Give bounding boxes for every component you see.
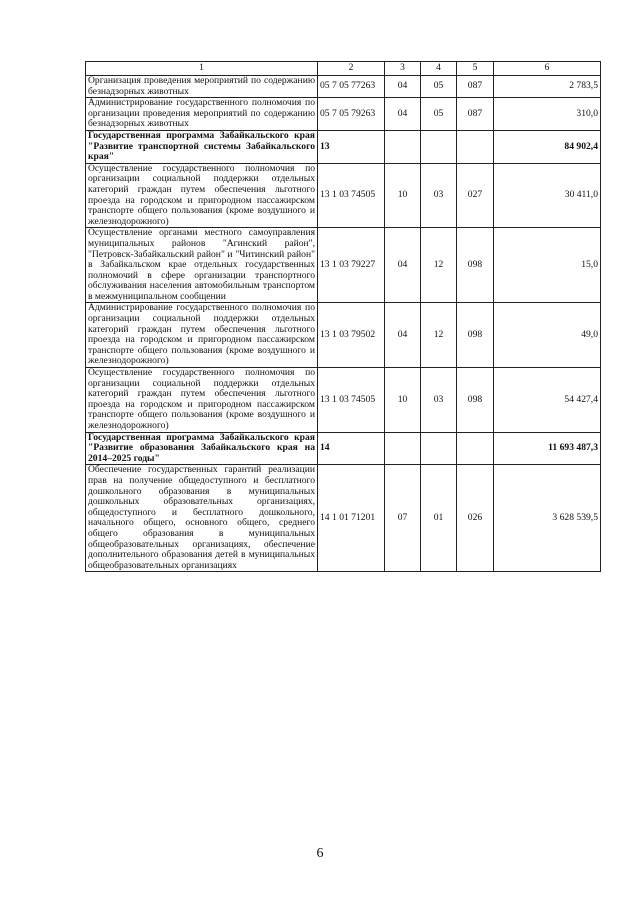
row-section-cell <box>385 130 421 163</box>
row-type-cell: 087 <box>457 76 494 98</box>
column-header: 2 <box>318 62 385 76</box>
row-type-cell: 098 <box>457 228 494 303</box>
row-sum-cell: 49,0 <box>494 303 601 368</box>
row-sum-cell: 2 783,5 <box>494 76 601 98</box>
table-row <box>86 465 601 572</box>
row-code-cell: 05 7 05 77263 <box>318 76 385 98</box>
row-name-cell: Государственная программа Забайкальского края "Развитие транспортной системы Забайкальского края" <box>86 130 318 163</box>
row-name-cell: Обеспечение государственных гарантий реализации прав на получение общедоступного и бесплатного дошкольного образования в муниципальных дошкольных образовательных организациях, общедоступного и бесплатного дошкольного, начального общего, основного общего, среднего общего образования в муниципальных общеобразовательных организациях, обеспечение дополнительного образования детей в муниципальных общеобразовательных организациях <box>86 465 318 572</box>
table-header-row <box>86 62 601 76</box>
column-header: 5 <box>457 62 494 76</box>
row-code-cell: 13 1 03 74505 <box>318 163 385 228</box>
row-code-cell: 14 1 01 71201 <box>318 465 385 572</box>
row-sum-cell: 11 693 487,3 <box>494 432 601 465</box>
row-name-cell: Осуществление государственного полномочия по организации социальной поддержки отдельных категорий граждан путем обеспечения льготного проезда на городском и пригородном пассажирском транспорте общего пользования (кроме воздушного и железнодорожного) <box>86 368 318 433</box>
column-header: 3 <box>385 62 421 76</box>
row-subsection-cell: 01 <box>421 465 457 572</box>
row-section-cell: 10 <box>385 163 421 228</box>
row-subsection-cell: 03 <box>421 368 457 433</box>
table-row <box>86 76 601 98</box>
table-row <box>86 163 601 228</box>
row-subsection-cell: 12 <box>421 303 457 368</box>
row-section-cell: 04 <box>385 98 421 131</box>
column-header: 6 <box>494 62 601 76</box>
table-row <box>86 98 601 131</box>
row-sum-cell: 310,0 <box>494 98 601 131</box>
row-type-cell: 027 <box>457 163 494 228</box>
table-row <box>86 130 601 163</box>
row-subsection-cell <box>421 432 457 465</box>
row-type-cell: 098 <box>457 303 494 368</box>
row-code-cell: 14 <box>318 432 385 465</box>
row-code-cell: 13 1 03 79227 <box>318 228 385 303</box>
row-name-cell: Государственная программа Забайкальского края "Развитие образования Забайкальского края на 2014–2025 годы" <box>86 432 318 465</box>
table-row <box>86 228 601 303</box>
row-section-cell: 04 <box>385 303 421 368</box>
row-type-cell <box>457 130 494 163</box>
row-sum-cell: 30 411,0 <box>494 163 601 228</box>
row-code-cell: 05 7 05 79263 <box>318 98 385 131</box>
row-name-cell: Администрирование государственного полномочия по организации социальной поддержки отдельных категорий граждан путем обеспечения льготного проезда на городском и пригородном пассажирском транспорте общего пользования (кроме воздушного и железнодорожного) <box>86 303 318 368</box>
row-name-cell: Организация проведения мероприятий по содержанию безнадзорных животных <box>86 76 318 98</box>
table-row <box>86 432 601 465</box>
row-subsection-cell: 05 <box>421 98 457 131</box>
row-name-cell: Осуществление государственного полномочия по организации социальной поддержки отдельных категорий граждан путем обеспечения льготного проезда на городском и пригородном пассажирском транспорте общего пользования (кроме воздушного и железнодорожного) <box>86 163 318 228</box>
row-subsection-cell <box>421 130 457 163</box>
row-name-cell: Администрирование государственного полномочия по организации проведения мероприятий по содержанию безнадзорных животных <box>86 98 318 131</box>
row-code-cell: 13 1 03 79502 <box>318 303 385 368</box>
row-name-cell: Осуществление органами местного самоуправления муниципальных районов "Агинский район", "Петровск-Забайкальский район" и "Читинский район" в Забайкальском крае отдельных государственных полномочий в сфере организации транспортного обслуживания населения автомобильным транспортом в межмуниципальном сообщении <box>86 228 318 303</box>
column-header: 1 <box>86 62 318 76</box>
table-body <box>86 76 601 572</box>
row-type-cell <box>457 432 494 465</box>
page-number: 6 <box>316 846 324 861</box>
row-subsection-cell: 03 <box>421 163 457 228</box>
row-section-cell: 07 <box>385 465 421 572</box>
budget-table <box>85 61 601 572</box>
row-section-cell: 04 <box>385 76 421 98</box>
row-type-cell: 098 <box>457 368 494 433</box>
row-sum-cell: 54 427,4 <box>494 368 601 433</box>
row-sum-cell: 15,0 <box>494 228 601 303</box>
row-code-cell: 13 <box>318 130 385 163</box>
row-type-cell: 087 <box>457 98 494 131</box>
row-section-cell <box>385 432 421 465</box>
row-section-cell: 04 <box>385 228 421 303</box>
row-code-cell: 13 1 03 74505 <box>318 368 385 433</box>
row-section-cell: 10 <box>385 368 421 433</box>
row-type-cell: 026 <box>457 465 494 572</box>
table-row <box>86 303 601 368</box>
row-sum-cell: 84 902,4 <box>494 130 601 163</box>
column-header: 4 <box>421 62 457 76</box>
row-subsection-cell: 12 <box>421 228 457 303</box>
row-subsection-cell: 05 <box>421 76 457 98</box>
row-sum-cell: 3 628 539,5 <box>494 465 601 572</box>
table-row <box>86 368 601 433</box>
